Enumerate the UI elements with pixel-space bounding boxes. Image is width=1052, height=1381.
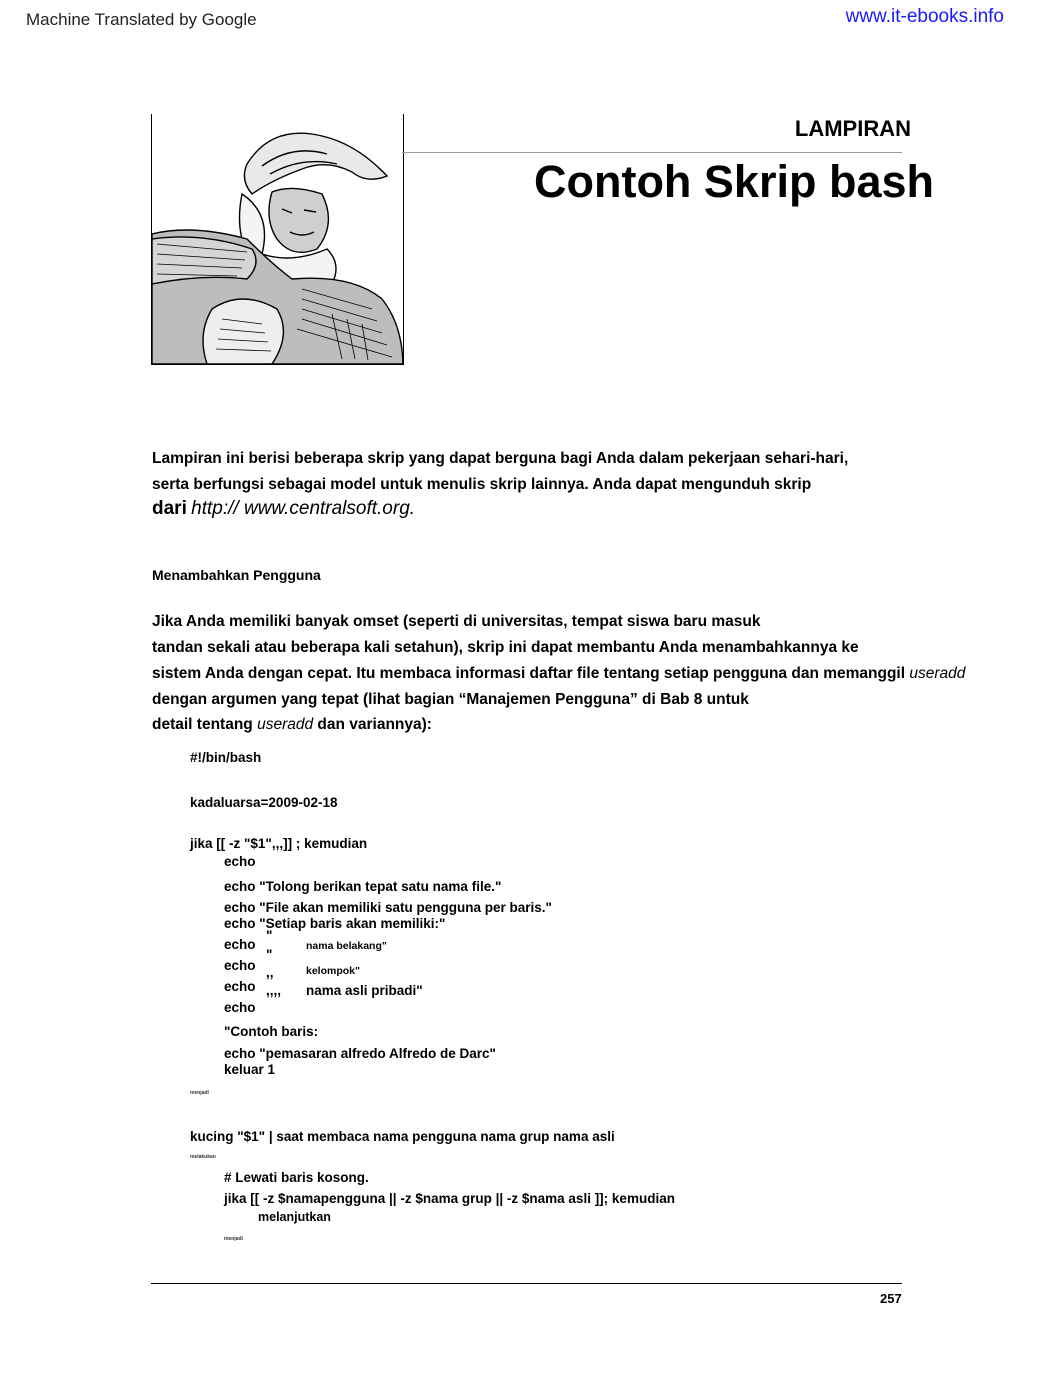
- code-line: melanjutkan: [258, 1210, 331, 1224]
- code-quote: ": [266, 947, 273, 962]
- code-line: jika [[ -z "$1",,,]] ; kemudian: [190, 836, 368, 851]
- code-line: "Contoh baris:: [224, 1024, 319, 1039]
- code-line: #!/bin/bash: [190, 750, 262, 765]
- paragraph-line: tandan sekali atau beberapa kali setahun), skrip ini dapat membantu Anda menambahkannya ke: [152, 639, 859, 656]
- code-line: kucing "$1" | saat membaca nama pengguna nama grup nama asli: [190, 1129, 615, 1144]
- footer-rule: [151, 1283, 902, 1284]
- code-quote: ": [266, 928, 273, 943]
- code-line: echo: [224, 958, 256, 973]
- intro-line: Lampiran ini berisi beberapa skrip yang dapat berguna bagi Anda dalam pekerjaan sehari-hari,: [152, 450, 849, 467]
- intro-line: [152, 498, 415, 520]
- code-line: # Lewati baris kosong.: [224, 1170, 369, 1185]
- intro-line: serta berfungsi sebagai model untuk menulis skrip lainnya. Anda dapat mengunduh skrip: [152, 476, 812, 493]
- code-line: echo "File akan memiliki satu pengguna per baris.": [224, 900, 552, 915]
- paragraph-text: detail tentang: [152, 716, 253, 733]
- useradd-term: useradd: [257, 716, 314, 733]
- code-quote: ,,,,: [266, 983, 282, 998]
- code-tiny: melakukan: [190, 1154, 216, 1160]
- code-tiny: menjadi: [224, 1236, 243, 1242]
- chapter-label: LAMPIRAN: [794, 116, 911, 141]
- code-line: echo: [224, 937, 256, 952]
- translation-note: Machine Translated by Google: [26, 10, 257, 29]
- code-line: echo "Setiap baris akan memiliki:": [224, 916, 446, 931]
- code-line: keluar 1: [224, 1062, 276, 1077]
- code-line: jika [[ -z $namapengguna || -z $nama grup || -z $nama asli ]]; kemudian: [224, 1191, 675, 1206]
- paragraph-text: sistem Anda dengan cepat. Itu membaca informasi daftar file tentang setiap pengguna dan memanggil: [152, 665, 906, 682]
- title-rule: [402, 152, 902, 153]
- paragraph-text: dan variannya):: [317, 716, 432, 733]
- code-tiny: menjadi: [190, 1090, 209, 1096]
- intro-prefix: dari: [152, 498, 187, 519]
- source-link[interactable]: www.it-ebooks.info: [845, 6, 1004, 27]
- code-line: echo: [224, 854, 256, 869]
- paragraph-line: [152, 716, 432, 734]
- chapter-title: Contoh Skrip bash: [533, 156, 934, 207]
- paragraph-line: dengan argumen yang tepat (lihat bagian “Manajemen Pengguna” di Bab 8 untuk: [152, 691, 749, 708]
- code-small: nama belakang": [306, 940, 387, 952]
- paragraph-line: [152, 665, 965, 683]
- paragraph-line: Jika Anda memiliki banyak omset (seperti di universitas, tempat siswa baru masuk: [152, 613, 761, 630]
- woodcut-figure-image: [152, 114, 403, 364]
- code-line: echo: [224, 1000, 256, 1015]
- useradd-term: useradd: [909, 665, 966, 682]
- code-line: echo "pemasaran alfredo Alfredo de Darc": [224, 1046, 496, 1061]
- code-small: kelompok": [306, 965, 360, 977]
- code-line: nama asli pribadi": [306, 983, 423, 998]
- code-line: kadaluarsa=2009-02-18: [190, 795, 338, 810]
- intro-url[interactable]: http:// www.centralsoft.org.: [191, 498, 416, 519]
- code-line: echo "Tolong berikan tepat satu nama file.": [224, 879, 502, 894]
- code-quote: ,,: [266, 965, 274, 980]
- section-heading: Menambahkan Pengguna: [152, 567, 321, 583]
- code-line: echo: [224, 979, 256, 994]
- page-number: 257: [880, 1291, 902, 1306]
- chapter-illustration: [151, 114, 404, 365]
